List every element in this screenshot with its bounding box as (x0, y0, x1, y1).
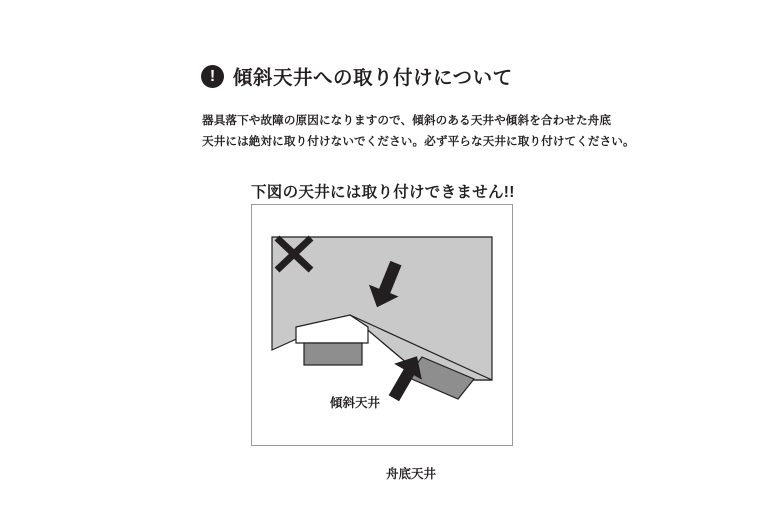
sub-heading: 下図の天井には取り付けできません!! (251, 184, 515, 201)
body-paragraph (202, 110, 635, 153)
exclamation-icon: ! (201, 65, 224, 88)
page-heading (201, 62, 513, 90)
illustration-panel (251, 204, 513, 481)
label-funatozo-tenjo: 舟底天井 (386, 467, 437, 481)
page-title: 傾斜天井への取り付けについて (233, 67, 513, 89)
body-line-1: 器具落下や故障の原因になりますので、傾斜のある天井や傾斜を合わせた舟底 (202, 114, 612, 127)
label-keisha-tenjo: 傾斜天井 (330, 396, 381, 410)
ceiling-diagram (252, 205, 512, 445)
body-line-2: 天井には絶対に取り付けないでください。必ず平らな天井に取り付けてください。 (202, 135, 635, 149)
fixture-dark-base (304, 343, 362, 365)
